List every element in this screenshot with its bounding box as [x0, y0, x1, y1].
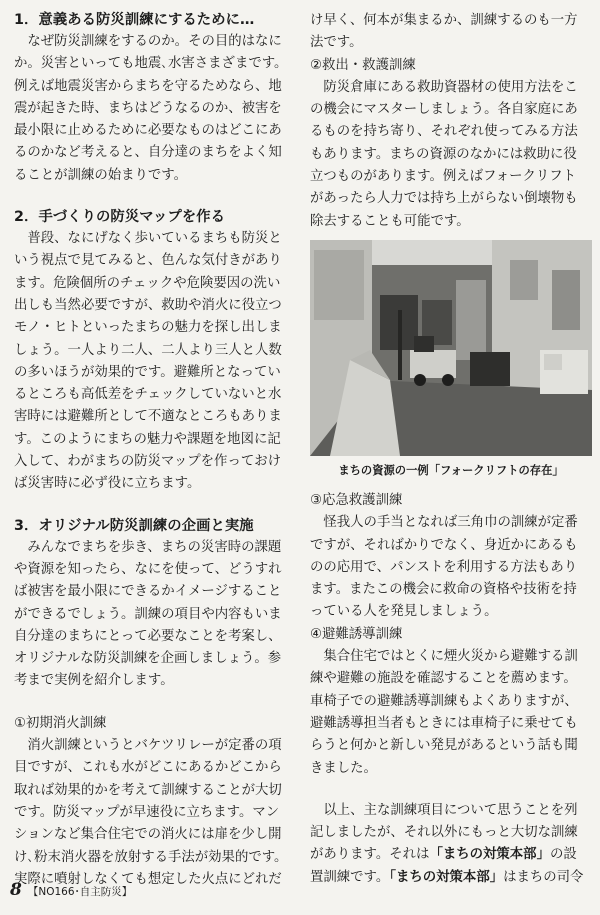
text-line: らうと何かと新しい発見があるという話も聞: [310, 738, 578, 754]
subsection-1-body: [14, 735, 300, 891]
text-line: 震が起きた時、まちはどうなるのか、被害を: [14, 100, 282, 116]
text-line: るものを持ち寄り、それぞれ使ってみる方法: [310, 124, 578, 140]
text-line: 目ですが、これも水がどこにあるかどこから: [14, 760, 282, 776]
text-line: ば被害を最小限にできるかイメージすること: [14, 584, 282, 600]
forklift-photo: [310, 240, 592, 456]
text-line: ができるでしょう。訓練の項目や内容もいま: [14, 606, 282, 622]
text-line: 考まで実例を紹介します。: [14, 673, 174, 689]
closing-paragraph: [310, 800, 592, 889]
text-line: 練や避難の施設を確認することを薦めます。: [310, 671, 577, 687]
text-line: け早く、何本が集まるか、訓練するのも一方: [310, 13, 578, 28]
text-line: 実際に噴射しなくても想定した火点にどれだ: [14, 871, 282, 887]
text-line: 消火訓練というとバケツリレーが定番の項: [14, 738, 282, 754]
text-line: ます。またこの機会に救命の資格や技術を持: [310, 582, 577, 598]
text-line: の機会にマスターしましょう。各自家庭にあ: [310, 102, 578, 118]
text-line: しょう。一人より二人、二人より三人と人数: [14, 342, 282, 358]
text-line: す。このようにまちの魅力や課題を地図に記: [14, 431, 281, 447]
text-line: もあります。まちの資源のなかには救助に役: [310, 146, 577, 162]
text-line: 入して、わがまちの防災マップを作っておけ: [14, 454, 282, 470]
text-line: オリジナルな防災訓練を企画しましょう。参: [14, 651, 282, 667]
text-line: るところも高低差をチェックしていないと水: [14, 387, 282, 403]
text-line: です。防災マップが早速役に立ちます。マン: [14, 804, 280, 820]
continued-text: [310, 10, 592, 55]
issue-label: 【NO166･自主防災】: [27, 886, 133, 898]
text-line: 記しましたが、それ以外にもっと大切な訓練: [310, 825, 578, 841]
text-line: 怪我人の手当となれば三角巾の訓練が定番: [310, 515, 578, 531]
text-line: 立つものがあります。例えばフォークリフト: [310, 169, 577, 185]
page-number: 8: [10, 880, 22, 900]
text-line: モノ・ヒトといったまちの魅力を探し出しま: [14, 320, 282, 336]
forklift-photo-image: [310, 240, 592, 456]
page-footer: [10, 880, 132, 900]
subsection-3-title: ③応急救護訓練: [310, 492, 403, 508]
section-2-heading: 2．手づくりの防災マップを作る: [14, 209, 226, 226]
section-1-heading: 1．意義ある防災訓練にするために…: [14, 12, 255, 28]
text-line: ションなど集合住宅での消火には扉を少し開: [14, 827, 282, 843]
text-line: 普段、なにげなく歩いているまちも防災と: [14, 231, 282, 247]
text-line: 以上、主な訓練項目について思うことを列: [310, 802, 578, 818]
section-2-body: [14, 228, 300, 496]
text-line: 自分達のまちにとって必要なことを考案し、: [14, 628, 282, 644]
emphasis-text: 「まちの対策本部」: [429, 847, 550, 863]
text-line: 避難誘導担当者もときには車椅子に乗せても: [310, 715, 578, 731]
text-line: ですが、そればかりでなく、身近かにあるも: [310, 537, 578, 553]
subsection-2-body: [310, 77, 592, 233]
text-line: [310, 844, 592, 866]
subsection-4-body: [310, 646, 592, 780]
section-3-body: [14, 537, 300, 693]
text-line: ます。危険個所のチェックや危険要因の洗い: [14, 275, 281, 291]
section-3-heading: 3．オリジナル防災訓練の企画と実施: [14, 517, 254, 534]
text-line: 集合住宅ではとくに煙火災から避難する訓: [310, 649, 578, 665]
text-line: きました。: [310, 760, 377, 776]
text-line: 害時には避難所として不適なところもありま: [14, 409, 282, 425]
text-fragment: 置訓練です。: [310, 869, 390, 885]
text-line: 最小限に止めるために必要なものはどこにあ: [14, 123, 282, 139]
text-line: 除去することも可能です。: [310, 213, 470, 229]
text-line: いう視点で見てみると、色んな気付きがあり: [14, 253, 282, 269]
subsection-4-title: ④避難誘導訓練: [310, 626, 403, 642]
text-line: 取れば効果的かを考えて訓練することが大切: [14, 782, 282, 798]
text-line: のの応用で、パンストを利用する方法もあり: [310, 559, 578, 575]
text-line: け､粉末消火器を放射する手法が効果的です。: [14, 849, 288, 865]
text-line: るのかなど考えると、自分達のまちをよく知: [14, 145, 282, 161]
text-line: 出しも当然必要ですが、救助や消火に役立つ: [14, 297, 282, 313]
subsection-2-title: ②救出・救護訓練: [310, 57, 416, 73]
text-line: 法です。: [310, 35, 363, 51]
photo-caption: まちの資源の一例「フォークリフトの存在」: [338, 463, 564, 477]
text-line: ば災害時に必ず役に立ちます。: [14, 476, 201, 492]
emphasis-text: 「まちの対策本部」: [389, 869, 504, 885]
text-line: なぜ防災訓練をするのか。その目的はなに: [14, 34, 282, 49]
text-fragment: はまちの司令: [503, 869, 584, 885]
section-1-body: [14, 31, 300, 187]
text-fragment: の設: [549, 847, 577, 863]
text-line: か。災害といっても地震､水害さまざまです。: [14, 56, 288, 72]
text-line: [310, 867, 592, 889]
subsection-1-title: ①初期消火訓練: [14, 715, 107, 731]
text-line: 車椅子での避難誘導訓練もよくありますが、: [310, 693, 578, 709]
left-column: [14, 10, 300, 891]
right-column: [310, 10, 592, 889]
text-line: や資源を知ったら、なにを使って、どうすれ: [14, 561, 282, 577]
text-line: ることが訓練の始まりです。: [14, 167, 188, 183]
text-fragment: があります。それは: [310, 847, 430, 863]
text-line: っている人を発見しましょう。: [310, 604, 498, 620]
text-line: 例えば地震災害からまちを守るためなら、地: [14, 78, 282, 94]
text-line: の多いほうが効果的です。避難所となってい: [14, 364, 281, 380]
text-line: みんなでまちを歩き、まちの災害時の課題: [14, 539, 282, 555]
subsection-3-body: [310, 512, 592, 623]
text-line: があったら人力では持ち上がらない倒壊物も: [310, 191, 578, 207]
text-line: 防災倉庫にある救助資器材の使用方法をこ: [310, 79, 578, 95]
